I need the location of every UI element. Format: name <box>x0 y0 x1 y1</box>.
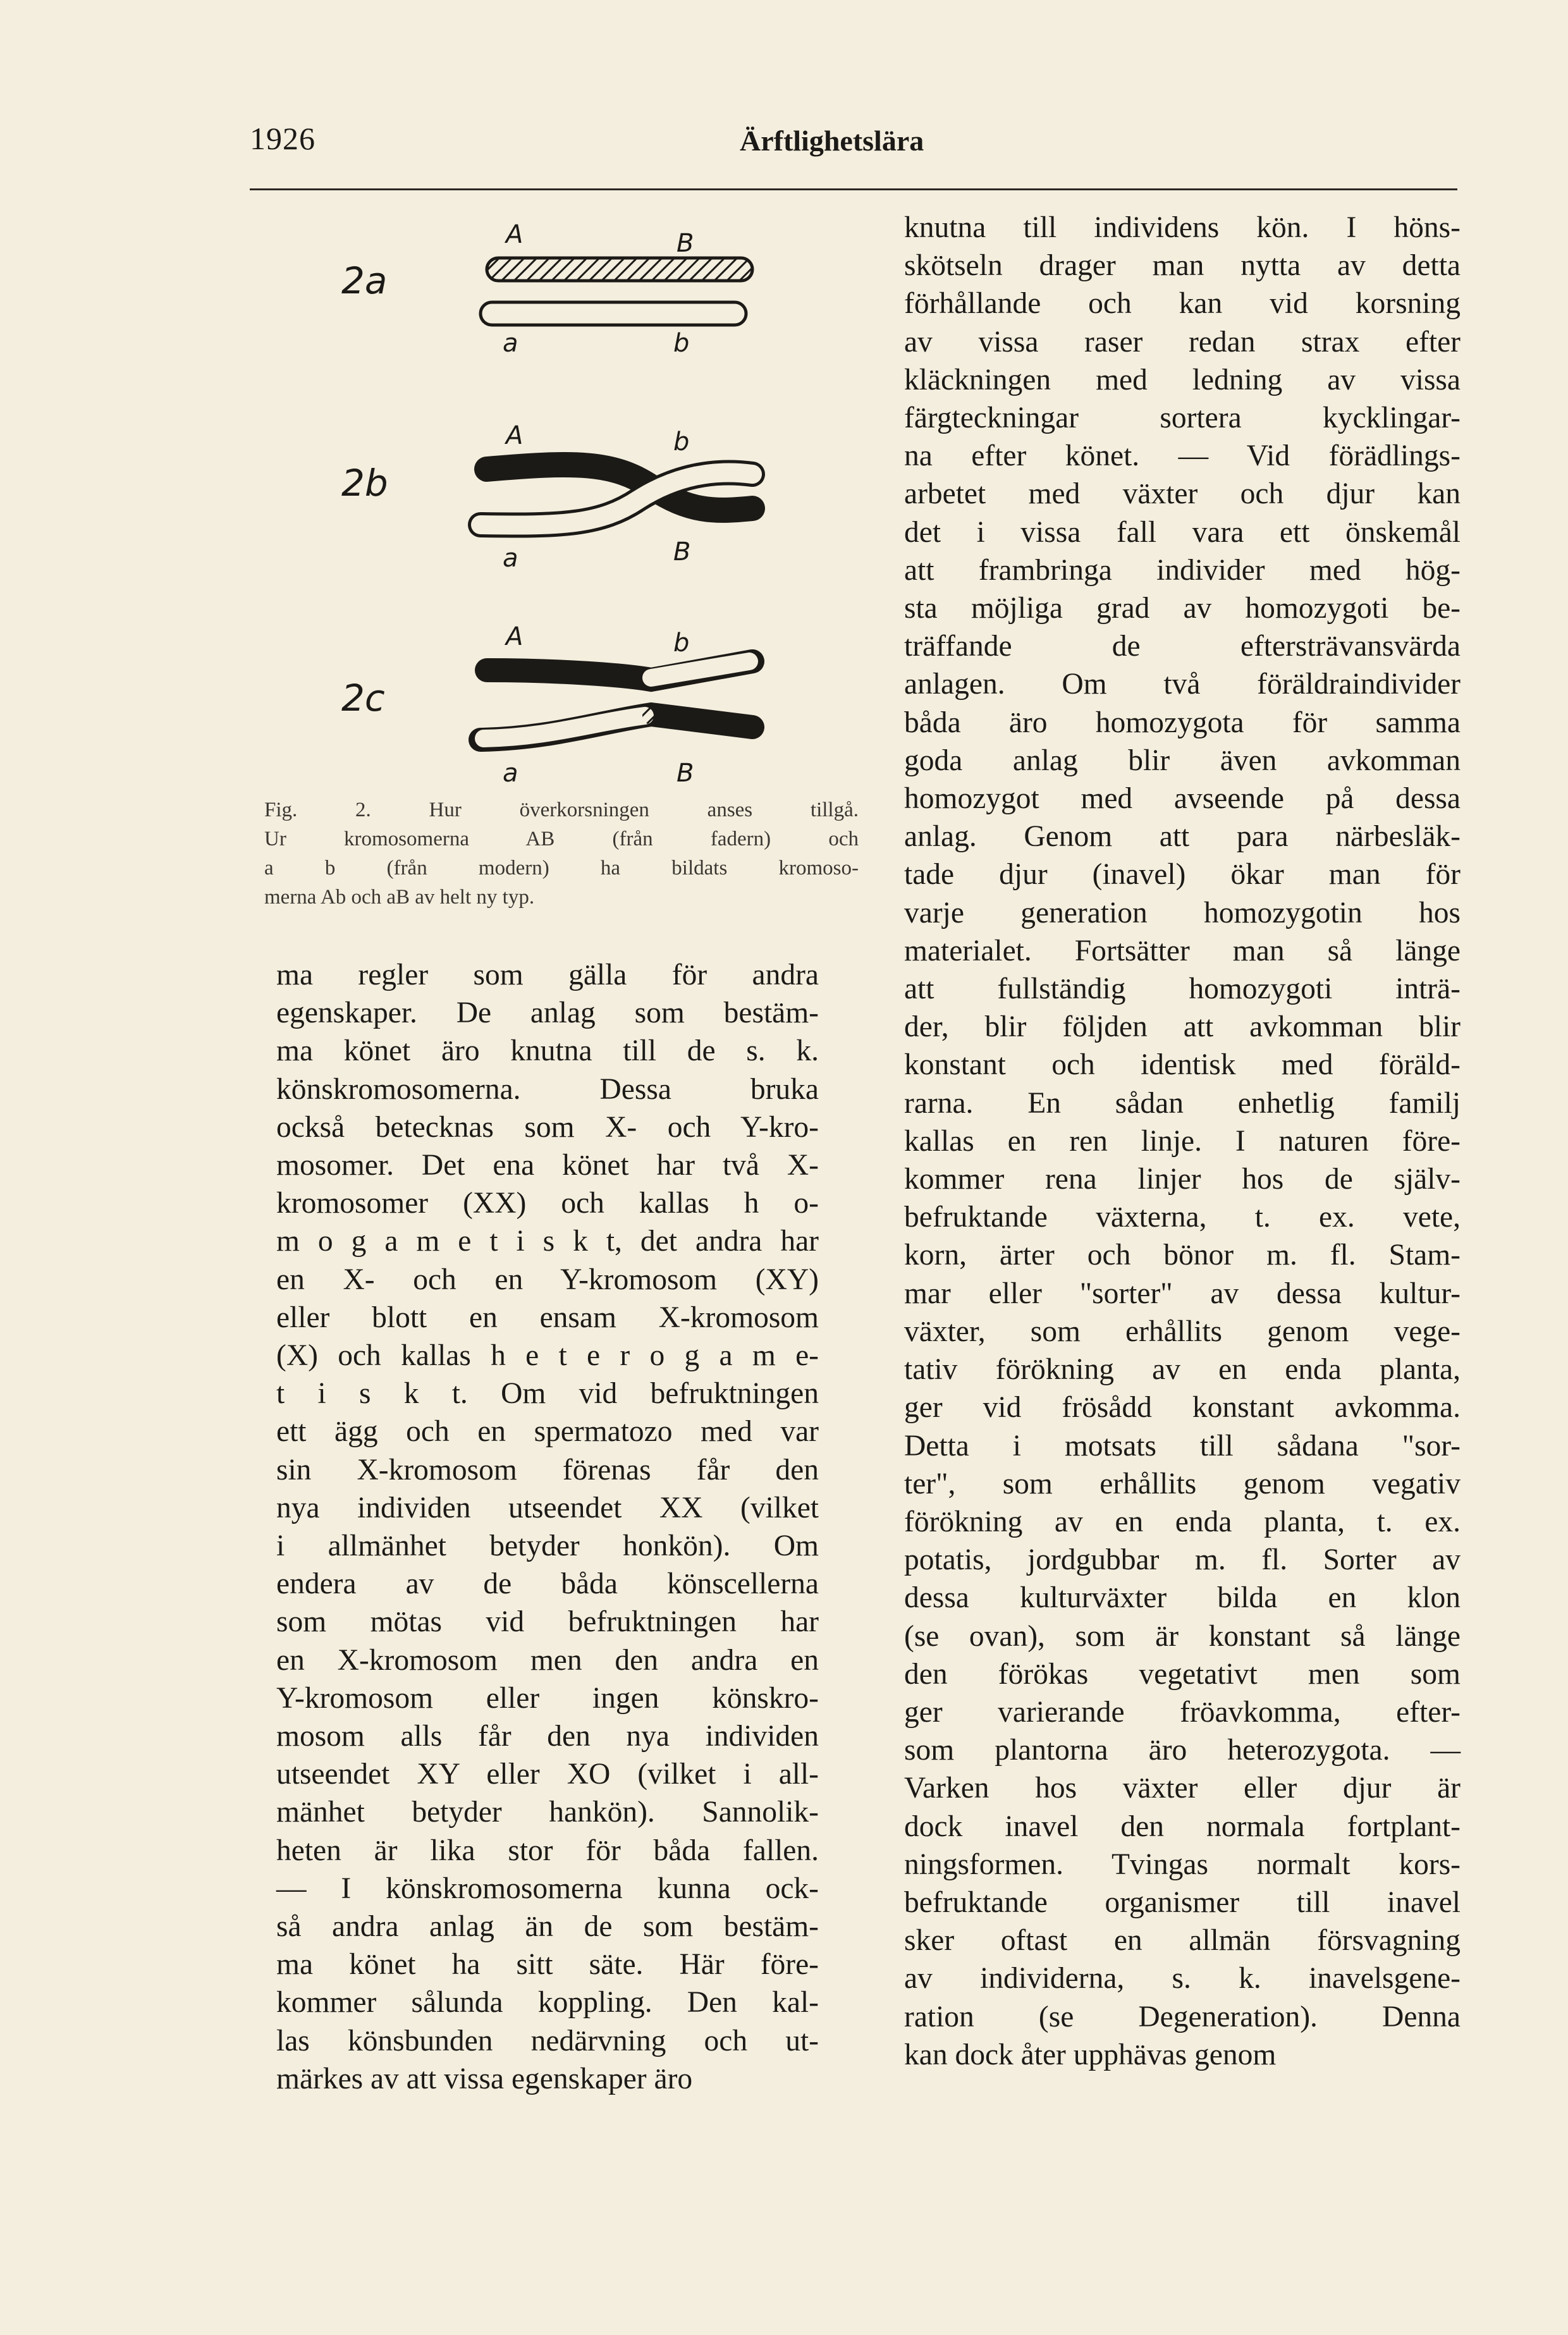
text-line: konstant och identisk med föräld- <box>904 1048 1461 1082</box>
text-line: förökning av en enda planta, t. ex. <box>904 1505 1461 1538</box>
text-line: kallas en ren linje. I naturen före- <box>904 1124 1461 1158</box>
caption-line: a b (från modern) ha bildats kromoso- <box>264 857 859 879</box>
text-line: också betecknas som X- och Y-kro- <box>276 1110 819 1144</box>
text-line: sta möjliga grad av homozygoti be- <box>904 592 1461 625</box>
text-line: den förökas vegetativt men som <box>904 1657 1461 1691</box>
text-line: det i vissa fall vara ett önskemål <box>904 515 1461 549</box>
text-line: ger varierande fröavkomma, efter- <box>904 1695 1461 1729</box>
text-line: Varken hos växter eller djur är <box>904 1772 1461 1805</box>
text-line: varje generation homozygotin hos <box>904 896 1461 929</box>
caption-line: Ur kromosomerna AB (från fadern) och <box>264 828 859 850</box>
figure-letter: b <box>673 628 690 658</box>
text-line: som plantorna äro heterozygota. — <box>904 1734 1461 1767</box>
chromosome-ab-maternal-2a <box>481 302 746 325</box>
text-line: mar eller "sorter" av dessa kultur- <box>904 1277 1461 1310</box>
caption-line: merna Ab och aB av helt ny typ. <box>264 886 535 909</box>
text-line: kan dock åter upphävas genom <box>904 2038 1277 2071</box>
text-line: ma könet äro knutna till de s. k. <box>276 1034 819 1068</box>
header-rule <box>250 188 1457 190</box>
text-line: sker oftast en allmän försvagning <box>904 1924 1461 1958</box>
figure-letter: B <box>677 229 694 258</box>
text-line: ma könet ha sitt säte. Här före- <box>276 1948 819 1982</box>
text-line: märkes av att vissa egenskaper äro <box>276 2062 693 2095</box>
figure-label-2a: 2a <box>341 259 388 302</box>
text-line: rarna. En sådan enhetlig familj <box>904 1086 1461 1120</box>
text-line: kläckningen med ledning av vissa <box>904 363 1461 396</box>
text-line: der, blir följden att avkomman blir <box>904 1010 1461 1044</box>
text-line: arbetet med växter och djur kan <box>904 477 1461 511</box>
running-head: Ärftlighetslära <box>740 125 924 157</box>
text-line: mänhet betyder hankön). Sannolik- <box>276 1796 819 1829</box>
text-line: en X- och en Y-kromosom (XY) <box>276 1263 819 1296</box>
text-line: Y-kromosom eller ingen könskro- <box>276 1681 819 1715</box>
figure-label-2c: 2c <box>341 677 385 720</box>
text-line: att fullständig homozygoti inträ- <box>904 972 1461 1006</box>
text-line: att frambringa individer med hög- <box>904 553 1461 587</box>
text-line: na efter könet. — Vid förädlings- <box>904 439 1461 473</box>
text-line: tade djur (inavel) ökar man för <box>904 858 1461 892</box>
text-line: av vissa raser redan strax efter <box>904 325 1461 359</box>
text-line: dock inavel den normala fortplant- <box>904 1810 1461 1843</box>
text-line: nya individen utseendet XX (vilket <box>276 1491 819 1524</box>
text-line: som mötas vid befruktningen har <box>276 1605 819 1639</box>
text-line: ter", som erhållits genom vegativ <box>904 1467 1461 1500</box>
figure-letter: b <box>673 329 690 358</box>
text-line: t i s k t. Om vid befruktningen <box>276 1377 819 1411</box>
left-column-text <box>276 956 819 2098</box>
chromosome-figure <box>272 209 873 809</box>
text-line: tativ förökning av en enda planta, <box>904 1353 1461 1387</box>
text-line: ger vid frösådd konstant avkomma. <box>904 1391 1461 1425</box>
text-line: dessa kulturväxter bilda en klon <box>904 1581 1461 1615</box>
text-line: potatis, jordgubbar m. fl. Sorter av <box>904 1543 1461 1577</box>
text-line: träffande de eftersträvansvärda <box>904 630 1461 663</box>
text-line: kromosomer (XX) och kallas h o- <box>276 1187 819 1220</box>
text-line: växter, som erhållits genom vege- <box>904 1315 1461 1348</box>
text-line: utseendet XY eller XO (vilket i all- <box>276 1758 819 1791</box>
text-line: las könsbunden nedärvning och ut- <box>276 2024 819 2057</box>
text-line: eller blott en ensam X-kromosom <box>276 1301 819 1334</box>
figure-letter: A <box>506 421 524 450</box>
text-line: — I könskromosomerna kunna ock- <box>276 1872 819 1905</box>
text-line: ration (se Degeneration). Denna <box>904 2000 1461 2033</box>
text-line: mosomer. Det ena könet har två X- <box>276 1149 819 1182</box>
text-line: befruktande växterna, t. ex. vete, <box>904 1201 1461 1234</box>
text-line: ningsformen. Tvingas normalt kors- <box>904 1848 1461 1881</box>
figure-letter: b <box>673 427 690 457</box>
text-line: korn, ärter och bönor m. fl. Stam- <box>904 1239 1461 1272</box>
page-number: 1926 <box>250 121 315 156</box>
text-line: kommer sålunda koppling. Den kal- <box>276 1986 819 2019</box>
text-line: förhållande och kan vid korsning <box>904 287 1461 321</box>
text-line: ma regler som gälla för andra <box>276 959 819 991</box>
text-line: goda anlag blir även avkomman <box>904 744 1461 777</box>
text-line: materialet. Fortsätter man så länge <box>904 934 1461 967</box>
figure-label-2b: 2b <box>341 462 388 505</box>
text-line: skötseln drager man nytta av detta <box>904 249 1461 283</box>
text-line: av individerna, s. k. inavelsgene- <box>904 1962 1461 1995</box>
text-line: kommer rena linjer hos de själv- <box>904 1163 1461 1196</box>
figure-letter: A <box>506 220 524 249</box>
figure-letter: a <box>503 544 518 573</box>
text-line: befruktande organismer till inavel <box>904 1885 1461 1919</box>
figure-caption <box>264 795 859 912</box>
text-line: Detta i motsats till sådana "sor- <box>904 1429 1461 1462</box>
text-line: könskromosomerna. Dessa bruka <box>276 1072 819 1106</box>
text-line: båda äro homozygota för samma <box>904 706 1461 739</box>
text-line: så andra anlag än de som bestäm- <box>276 1910 819 1944</box>
figure-letter: B <box>677 759 694 788</box>
text-line: ett ägg och en spermatozo med var <box>276 1415 819 1449</box>
text-line: färgteckningar sortera kycklingar- <box>904 401 1461 435</box>
text-line: mosom alls får den nya individen <box>276 1720 819 1753</box>
text-line: anlag. Genom att para närbesläk- <box>904 820 1461 854</box>
text-line: i allmänhet betyder honkön). Om <box>276 1529 819 1563</box>
text-line: knutna till individens kön. I höns- <box>904 211 1461 244</box>
figure-letter: a <box>503 759 518 788</box>
text-line: endera av de båda könscellerna <box>276 1567 819 1601</box>
figure-letter: B <box>673 537 691 567</box>
caption-line: Fig. 2. Hur överkorsningen anses tillgå. <box>264 799 859 821</box>
text-line: m o g a m e t i s k t, det andra har <box>276 1225 819 1258</box>
text-line: anlagen. Om två föräldraindivider <box>904 668 1461 701</box>
text-line: sin X-kromosom förenas får den <box>276 1453 819 1486</box>
figure-letter: a <box>503 329 518 358</box>
chromosome-ab-paternal-2a <box>487 258 752 281</box>
text-line: en X-kromosom men den andra en <box>276 1643 819 1677</box>
text-line: (se ovan), som är konstant så länge <box>904 1619 1461 1653</box>
text-line: (X) och kallas h e t e r o g a m e- <box>276 1339 819 1373</box>
figure-letter: A <box>506 622 524 651</box>
right-column-text <box>904 209 1461 2074</box>
text-line: heten är lika stor för båda fallen. <box>276 1834 819 1867</box>
text-line: egenskaper. De anlag som bestäm- <box>276 996 819 1030</box>
text-line: homozygot med avseende på dessa <box>904 782 1461 816</box>
